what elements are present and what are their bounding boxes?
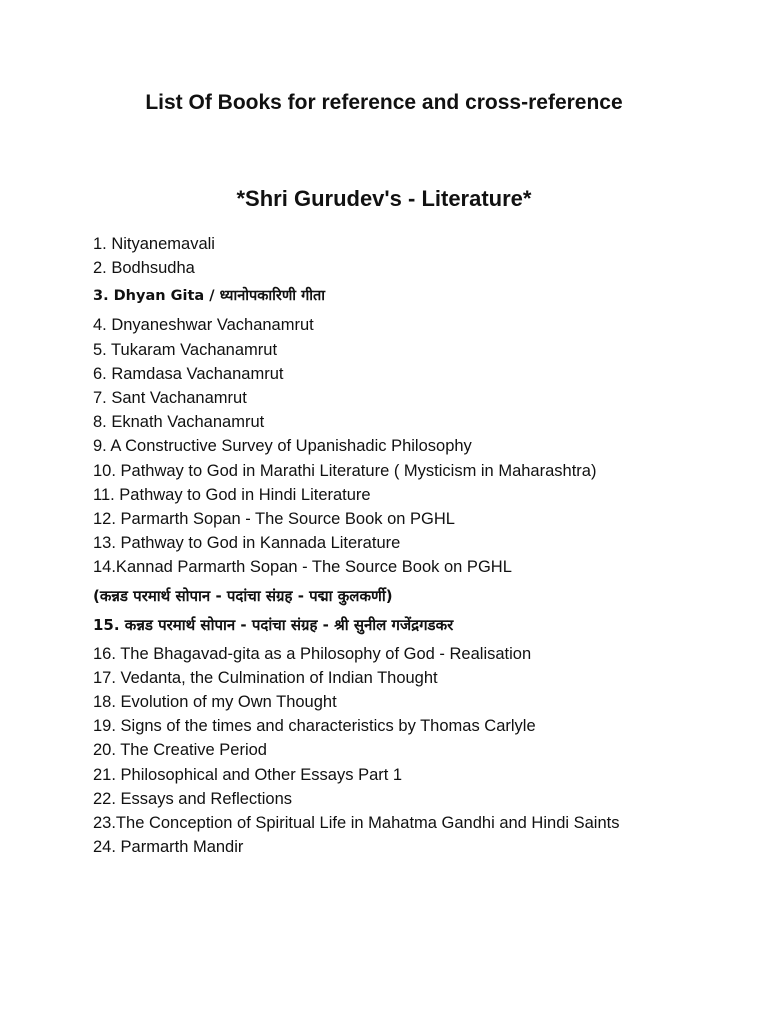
list-item: 9. A Constructive Survey of Upanishadic Philosophy xyxy=(93,437,472,456)
list-item: 11. Pathway to God in Hindi Literature xyxy=(93,485,371,504)
list-item: 23.The Conception of Spiritual Life in Mahatma Gandhi and Hindi Saints xyxy=(93,814,620,833)
list-item: 15. कन्नड परमार्थ सोपान - पदांचा संग्रह - श्री सुनील गजेंद्रगडकर xyxy=(93,615,454,634)
document-subtitle: *Shri Gurudev's - Literature* xyxy=(236,186,532,211)
list-item: 2. Bodhsudha xyxy=(93,259,195,278)
list-item: 6. Ramdasa Vachanamrut xyxy=(93,364,284,383)
list-item: 5. Tukaram Vachanamrut xyxy=(93,340,278,359)
document-title: List Of Books for reference and cross-reference xyxy=(145,91,623,114)
list-item: 3. Dhyan Gita / ध्यानोपकारिणी गीता xyxy=(93,288,326,305)
list-item: 17. Vedanta, the Culmination of Indian Thought xyxy=(93,668,438,687)
list-item: 7. Sant Vachanamrut xyxy=(93,389,247,408)
list-item: 13. Pathway to God in Kannada Literature xyxy=(93,534,401,553)
list-item: 8. Eknath Vachanamrut xyxy=(93,413,265,432)
list-item: 18. Evolution of my Own Thought xyxy=(93,693,337,712)
list-item: 21. Philosophical and Other Essays Part 1 xyxy=(93,765,403,784)
list-item: 14.Kannad Parmarth Sopan - The Source Book on PGHL xyxy=(93,558,512,577)
list-item: 19. Signs of the times and characteristics by Thomas Carlyle xyxy=(93,717,536,736)
list-item: 10. Pathway to God in Marathi Literature ( Mysticism in Maharashtra) xyxy=(93,461,597,480)
book-list xyxy=(93,232,673,859)
list-item: 12. Parmarth Sopan - The Source Book on PGHL xyxy=(93,510,455,529)
list-item: 16. The Bhagavad-gita as a Philosophy of God - Realisation xyxy=(93,644,532,663)
list-item: 24. Parmarth Mandir xyxy=(93,838,244,857)
list-item: 20. The Creative Period xyxy=(93,741,267,760)
list-item: 1. Nityanemavali xyxy=(93,235,215,253)
list-item: (कन्नड परमार्थ सोपान - पदांचा संग्रह - पद्मा कुलकर्णी) xyxy=(93,586,393,605)
list-item: 4. Dnyaneshwar Vachanamrut xyxy=(93,316,314,335)
list-item: 22. Essays and Reflections xyxy=(93,789,293,808)
